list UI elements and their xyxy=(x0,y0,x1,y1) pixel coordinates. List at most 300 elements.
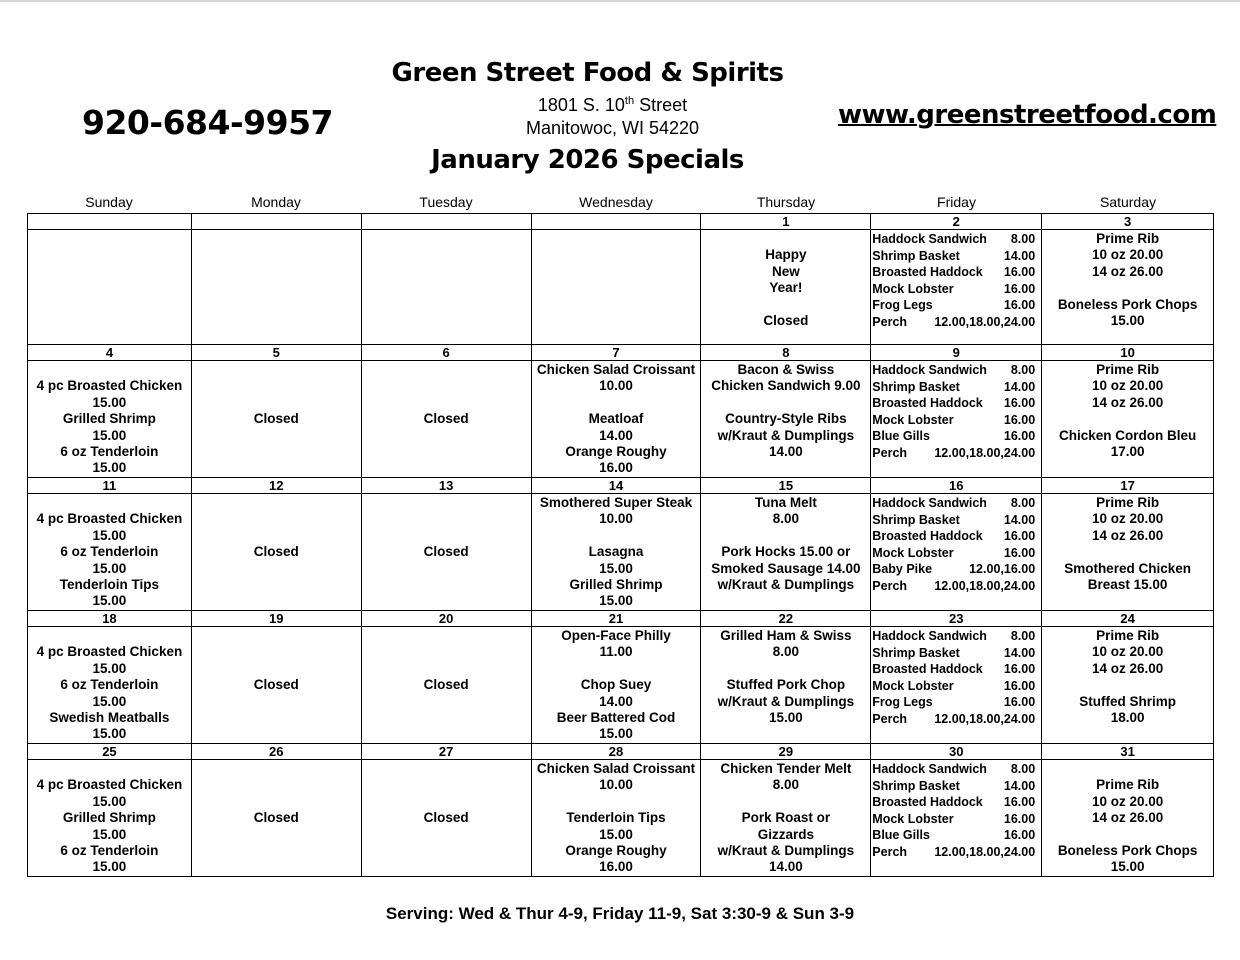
menu-item-name: Mock Lobster xyxy=(872,412,954,427)
date-number xyxy=(362,214,532,230)
day-cell xyxy=(28,494,192,611)
special-line: 14.00 xyxy=(768,444,803,460)
day-header-monday: Monday xyxy=(251,194,301,210)
date-number: 3 xyxy=(1042,214,1214,230)
specials-row xyxy=(28,627,1214,744)
special-line: Pork Roast or xyxy=(741,810,831,826)
menu-item-name: Frog Legs xyxy=(872,695,933,710)
date-number: 11 xyxy=(28,478,192,494)
fish-menu-item xyxy=(871,694,1041,711)
special-line xyxy=(1042,677,1213,693)
special-line: Smothered Super Steak xyxy=(539,495,693,510)
menu-item-name: Broasted Haddock xyxy=(872,529,983,544)
menu-item-price: 16.00 xyxy=(1003,281,1036,296)
special-line: 15.00 xyxy=(92,394,127,410)
special-line: Meatloaf xyxy=(588,411,644,427)
special-line xyxy=(701,231,870,247)
menu-item-name: Broasted Haddock xyxy=(872,662,983,677)
special-line: 4 pc Broasted Chicken xyxy=(36,511,183,527)
menu-item-name: Blue Gills xyxy=(872,828,930,843)
special-line: w/Kraut & Dumplings xyxy=(717,577,855,593)
menu-item-price: 12.00,18.00,24.00 xyxy=(934,445,1036,460)
date-number: 29 xyxy=(701,744,871,760)
menu-item-price: 12.00,18.00,24.00 xyxy=(934,711,1036,726)
date-number-row xyxy=(28,345,1214,361)
fish-menu-item xyxy=(871,794,1041,811)
date-number: 18 xyxy=(28,611,192,627)
fish-menu-item xyxy=(871,314,1041,331)
special-line: Grilled Ham & Swiss xyxy=(720,628,852,643)
menu-item-name: Blue Gills xyxy=(872,429,930,444)
special-line: 15.00 xyxy=(768,710,803,726)
fish-menu-item xyxy=(871,248,1041,265)
special-line: 15.00 xyxy=(1110,859,1145,875)
special-line xyxy=(701,395,870,411)
special-line: 15.00 xyxy=(92,460,127,476)
fish-menu-item xyxy=(871,395,1041,412)
closed-day-cell xyxy=(362,361,532,478)
special-line: Chop Suey xyxy=(580,677,652,693)
special-line: 15.00 xyxy=(92,427,127,443)
special-line: 15.00 xyxy=(92,726,127,742)
fish-menu-item xyxy=(871,561,1041,578)
special-line: w/Kraut & Dumplings xyxy=(717,693,855,709)
day-cell xyxy=(701,627,871,744)
special-line: 10 oz 20.00 xyxy=(1091,247,1164,263)
fish-menu-item xyxy=(871,528,1041,545)
address-street: 1801 S. 10th Street xyxy=(537,95,688,115)
menu-item-price: 12.00,18.00,24.00 xyxy=(934,314,1036,329)
special-line xyxy=(701,528,870,544)
day-cell xyxy=(532,760,702,877)
special-line xyxy=(28,495,191,511)
menu-item-price: 12.00,16.00 xyxy=(969,562,1036,577)
special-line: 15.00 xyxy=(92,560,127,576)
closed-label: Closed xyxy=(423,810,469,826)
fish-menu-item xyxy=(871,545,1041,562)
special-line: 15.00 xyxy=(1110,313,1145,329)
date-number: 28 xyxy=(532,744,702,760)
menu-item-price: 8.00 xyxy=(1010,363,1036,377)
special-line: Grilled Shrimp xyxy=(62,810,156,826)
menu-item-price: 16.00 xyxy=(1003,429,1036,444)
closed-day-cell xyxy=(192,760,362,877)
special-line: Open-Face Philly xyxy=(561,628,671,643)
day-header-sunday: Sunday xyxy=(85,194,133,210)
special-line xyxy=(28,628,191,644)
menu-item-name: Mock Lobster xyxy=(872,811,954,826)
special-line: 4 pc Broasted Chicken xyxy=(36,644,183,660)
special-line: 14 oz 26.00 xyxy=(1091,660,1164,676)
special-line: Tenderloin Tips xyxy=(566,810,666,826)
special-line: Stuffed Pork Chop xyxy=(726,677,846,693)
day-cell xyxy=(192,230,362,345)
menu-item-price: 16.00 xyxy=(1003,828,1036,843)
date-number: 16 xyxy=(871,478,1042,494)
special-line: 15.00 xyxy=(92,859,127,875)
special-line: 8.00 xyxy=(772,644,799,660)
day-header-saturday: Saturday xyxy=(1099,194,1157,210)
special-line: 10.00 xyxy=(599,378,633,394)
menu-item-price: 8.00 xyxy=(1010,629,1036,643)
special-line xyxy=(701,297,870,313)
date-number: 13 xyxy=(362,478,532,494)
special-line xyxy=(532,528,701,544)
date-number: 14 xyxy=(532,478,702,494)
date-number: 31 xyxy=(1042,744,1214,760)
special-line: 10 oz 20.00 xyxy=(1091,378,1164,394)
fish-menu-item xyxy=(871,827,1041,844)
day-header-friday: Friday xyxy=(937,194,976,210)
date-number: 6 xyxy=(362,345,532,361)
special-line: Happy xyxy=(765,247,807,263)
menu-item-name: Perch xyxy=(872,844,908,859)
menu-item-name: Perch xyxy=(872,314,908,329)
special-line xyxy=(28,761,191,777)
date-number: 5 xyxy=(192,345,362,361)
day-cell xyxy=(1042,494,1214,611)
menu-item-name: Perch xyxy=(872,711,908,726)
menu-item-price: 16.00 xyxy=(1003,298,1036,313)
closed-day-cell xyxy=(362,494,532,611)
menu-item-price: 12.00,18.00,24.00 xyxy=(934,844,1036,859)
day-cell xyxy=(28,361,192,478)
special-line: 14 oz 26.00 xyxy=(1091,810,1164,826)
special-line: 10 oz 20.00 xyxy=(1091,793,1164,809)
friday-fish-fry-cell xyxy=(871,230,1042,345)
day-cell xyxy=(1042,760,1214,877)
special-line: 4 pc Broasted Chicken xyxy=(36,378,183,394)
special-line: Beer Battered Cod xyxy=(556,710,676,726)
special-line: 15.00 xyxy=(92,693,127,709)
special-line: Country-Style Ribs xyxy=(725,411,847,427)
special-line: Pork Hocks 15.00 or xyxy=(721,544,851,560)
menu-item-price: 14.00 xyxy=(1003,248,1036,263)
fish-menu-item xyxy=(871,578,1041,595)
special-line: 10 oz 20.00 xyxy=(1091,644,1164,660)
special-line: Chicken Cordon Bleu xyxy=(1058,427,1197,443)
top-border-line xyxy=(0,0,1240,2)
day-header-thursday: Thursday xyxy=(756,194,816,210)
day-header-tuesday: Tuesday xyxy=(419,194,473,210)
friday-fish-fry-cell xyxy=(871,627,1042,744)
special-line: 6 oz Tenderloin xyxy=(60,544,159,560)
day-cell xyxy=(28,627,192,744)
special-line: 6 oz Tenderloin xyxy=(60,843,159,859)
menu-item-price: 16.00 xyxy=(1003,695,1036,710)
special-line: Prime Rib xyxy=(1096,362,1160,377)
menu-item-name: Haddock Sandwich xyxy=(872,363,987,377)
menu-item-price: 14.00 xyxy=(1003,379,1036,394)
special-line xyxy=(1042,280,1213,296)
fish-menu-item xyxy=(871,264,1041,281)
menu-item-name: Mock Lobster xyxy=(872,281,954,296)
menu-item-price: 14.00 xyxy=(1003,512,1036,527)
special-line: 10.00 xyxy=(599,777,633,793)
special-line: Prime Rib xyxy=(1096,495,1160,510)
address-city: Manitowoc, WI 54220 xyxy=(525,118,700,138)
date-number: 19 xyxy=(192,611,362,627)
special-line: 16.00 xyxy=(599,460,633,476)
friday-fish-fry-cell xyxy=(871,494,1042,611)
special-line: 18.00 xyxy=(1110,710,1145,726)
fish-menu-item xyxy=(871,512,1041,529)
special-line: Year! xyxy=(769,280,803,296)
date-number: 4 xyxy=(28,345,192,361)
menu-item-name: Haddock Sandwich xyxy=(872,762,987,776)
fish-menu-item xyxy=(871,761,1041,778)
day-cell xyxy=(1042,627,1214,744)
closed-day-cell xyxy=(192,627,362,744)
special-line xyxy=(1042,827,1213,843)
special-line: 6 oz Tenderloin xyxy=(60,677,159,693)
fish-menu-item xyxy=(871,379,1041,396)
special-line: 16.00 xyxy=(599,859,633,875)
special-line xyxy=(532,661,701,677)
fish-menu-item xyxy=(871,428,1041,445)
date-number: 2 xyxy=(871,214,1042,230)
special-line: Smothered Chicken xyxy=(1064,560,1191,576)
special-line: Lasagna xyxy=(588,544,644,560)
special-line: Orange Roughy xyxy=(565,444,667,460)
closed-label: Closed xyxy=(423,544,469,560)
specials-row xyxy=(28,230,1214,345)
day-cell xyxy=(532,361,702,478)
date-number: 27 xyxy=(362,744,532,760)
special-line: Boneless Pork Chops xyxy=(1057,843,1198,858)
special-line: 15.00 xyxy=(599,593,633,609)
special-line: Chicken Salad Croissant xyxy=(536,761,696,776)
special-line: Prime Rib xyxy=(1096,777,1160,793)
special-line: Chicken Salad Croissant xyxy=(536,362,696,377)
special-line: Closed xyxy=(763,313,809,328)
special-line: 14.00 xyxy=(768,859,803,875)
date-number: 23 xyxy=(871,611,1042,627)
menu-item-name: Broasted Haddock xyxy=(872,396,983,411)
day-cell xyxy=(532,627,702,744)
specials-row xyxy=(28,760,1214,877)
special-line xyxy=(1042,411,1213,427)
special-line xyxy=(1042,544,1213,560)
special-line: 15.00 xyxy=(92,660,127,676)
date-number: 24 xyxy=(1042,611,1214,627)
menu-item-name: Shrimp Basket xyxy=(872,379,960,394)
closed-label: Closed xyxy=(253,810,299,826)
closed-label: Closed xyxy=(253,544,299,560)
fish-menu-item xyxy=(871,778,1041,795)
menu-item-price: 16.00 xyxy=(1003,545,1036,560)
date-number: 17 xyxy=(1042,478,1214,494)
menu-item-price: 16.00 xyxy=(1003,396,1036,411)
day-cell xyxy=(701,760,871,877)
closed-label: Closed xyxy=(423,677,469,693)
menu-item-name: Broasted Haddock xyxy=(872,265,983,280)
date-number: 25 xyxy=(28,744,192,760)
specials-row xyxy=(28,494,1214,611)
closed-day-cell xyxy=(192,361,362,478)
date-number: 10 xyxy=(1042,345,1214,361)
fish-menu-item xyxy=(871,281,1041,298)
menu-item-price: 16.00 xyxy=(1003,795,1036,810)
special-line: Grilled Shrimp xyxy=(62,411,156,427)
special-line: 15.00 xyxy=(92,593,127,609)
menu-item-name: Perch xyxy=(872,578,908,593)
day-cell xyxy=(362,230,532,345)
special-line: Stuffed Shrimp xyxy=(1079,693,1176,709)
menu-item-name: Shrimp Basket xyxy=(872,645,960,660)
special-line: Boneless Pork Chops xyxy=(1057,296,1198,312)
day-cell xyxy=(532,230,702,345)
phone-number: 920-684-9957 xyxy=(82,103,334,142)
special-line xyxy=(532,395,701,411)
fish-menu-item xyxy=(871,362,1041,379)
special-line: w/Kraut & Dumplings xyxy=(717,427,855,443)
special-line: New xyxy=(771,263,800,279)
fish-menu-item xyxy=(871,297,1041,314)
date-number: 15 xyxy=(701,478,871,494)
closed-label: Closed xyxy=(423,411,469,427)
menu-item-name: Haddock Sandwich xyxy=(872,232,987,246)
menu-item-price: 8.00 xyxy=(1010,232,1036,246)
menu-item-name: Frog Legs xyxy=(872,298,933,313)
special-line: 15.00 xyxy=(599,560,633,576)
menu-item-name: Broasted Haddock xyxy=(872,795,983,810)
day-cell xyxy=(1042,230,1214,345)
fish-menu-item xyxy=(871,711,1041,728)
date-number xyxy=(192,214,362,230)
friday-fish-fry-cell xyxy=(871,361,1042,478)
special-line xyxy=(701,794,870,810)
closed-label: Closed xyxy=(253,677,299,693)
special-line: 10 oz 20.00 xyxy=(1091,511,1164,527)
special-line: Breast 15.00 xyxy=(1087,577,1168,593)
special-line: Prime Rib xyxy=(1096,628,1160,643)
special-line: 6 oz Tenderloin xyxy=(60,444,159,460)
date-number: 22 xyxy=(701,611,871,627)
special-line: Smoked Sausage 14.00 xyxy=(711,560,861,576)
specials-calendar xyxy=(27,194,1214,877)
day-cell xyxy=(28,230,192,345)
menu-item-name: Baby Pike xyxy=(872,562,933,577)
closed-day-cell xyxy=(362,760,532,877)
menu-item-price: 8.00 xyxy=(1010,496,1036,510)
day-cell xyxy=(701,230,871,345)
fish-menu-item xyxy=(871,231,1041,248)
special-line xyxy=(701,661,870,677)
special-line: 15.00 xyxy=(92,793,127,809)
closed-day-cell xyxy=(192,494,362,611)
fish-menu-item xyxy=(871,844,1041,861)
special-line: Swedish Meatballs xyxy=(49,710,170,726)
special-line: Tuna Melt xyxy=(754,495,817,510)
date-number xyxy=(532,214,702,230)
menu-item-price: 16.00 xyxy=(1003,412,1036,427)
day-cell xyxy=(28,760,192,877)
day-header-row xyxy=(27,194,1214,213)
special-line: 11.00 xyxy=(599,644,633,660)
special-line: 8.00 xyxy=(772,777,799,793)
menu-item-name: Mock Lobster xyxy=(872,545,954,560)
day-cell xyxy=(701,361,871,478)
date-number: 1 xyxy=(701,214,871,230)
day-cell xyxy=(1042,361,1214,478)
fish-menu-item xyxy=(871,628,1041,645)
date-number-row xyxy=(28,611,1214,627)
special-line: 14.00 xyxy=(599,427,633,443)
date-number: 9 xyxy=(871,345,1042,361)
date-number-row xyxy=(28,214,1214,230)
special-line: Bacon & Swiss xyxy=(737,362,835,377)
fish-menu-item xyxy=(871,661,1041,678)
special-line: Grilled Shrimp xyxy=(569,577,663,593)
special-line xyxy=(28,362,191,378)
menu-item-price: 14.00 xyxy=(1003,778,1036,793)
date-number: 8 xyxy=(701,345,871,361)
fish-menu-item xyxy=(871,445,1041,462)
serving-hours: Serving: Wed & Thur 4-9, Friday 11-9, Sat 3:30-9 & Sun 3-9 xyxy=(385,904,855,923)
menu-item-price: 14.00 xyxy=(1003,645,1036,660)
menu-item-price: 16.00 xyxy=(1003,811,1036,826)
special-line: w/Kraut & Dumplings xyxy=(717,843,855,859)
special-line: 14 oz 26.00 xyxy=(1091,527,1164,543)
day-cell xyxy=(532,494,702,611)
month-title: January 2026 Specials xyxy=(431,145,744,175)
special-line: 15.00 xyxy=(92,826,127,842)
menu-item-price: 16.00 xyxy=(1003,265,1036,280)
day-cell xyxy=(701,494,871,611)
fish-menu-item xyxy=(871,645,1041,662)
special-line: Orange Roughy xyxy=(565,843,667,859)
special-line: Tenderloin Tips xyxy=(59,577,160,593)
special-line: Chicken Tender Melt xyxy=(720,761,852,776)
specials-row xyxy=(28,361,1214,478)
special-line: 10.00 xyxy=(599,511,633,527)
menu-item-name: Shrimp Basket xyxy=(872,512,960,527)
date-number xyxy=(28,214,192,230)
special-line xyxy=(1042,761,1213,777)
date-number: 7 xyxy=(532,345,702,361)
special-line: 4 pc Broasted Chicken xyxy=(36,777,183,793)
date-number: 12 xyxy=(192,478,362,494)
menu-item-name: Mock Lobster xyxy=(872,678,954,693)
special-line: 15.00 xyxy=(92,527,127,543)
special-line: 8.00 xyxy=(772,511,799,527)
calendar-grid xyxy=(27,213,1214,877)
menu-item-price: 16.00 xyxy=(1003,662,1036,677)
menu-item-price: 12.00,18.00,24.00 xyxy=(934,578,1036,593)
menu-item-name: Perch xyxy=(872,445,908,460)
special-line: Prime Rib xyxy=(1096,231,1160,246)
date-number: 20 xyxy=(362,611,532,627)
special-line: 14 oz 26.00 xyxy=(1091,263,1164,279)
special-line: 14 oz 26.00 xyxy=(1091,394,1164,410)
menu-item-name: Haddock Sandwich xyxy=(872,496,987,510)
special-line: Gizzards xyxy=(757,826,814,842)
website-link[interactable]: www.greenstreetfood.com xyxy=(838,100,1217,130)
date-number: 26 xyxy=(192,744,362,760)
special-line xyxy=(532,794,701,810)
fish-menu-item xyxy=(871,412,1041,429)
fish-menu-item xyxy=(871,678,1041,695)
menu-item-name: Haddock Sandwich xyxy=(872,629,987,643)
menu-item-price: 16.00 xyxy=(1003,678,1036,693)
fish-menu-item xyxy=(871,495,1041,512)
fish-menu-item xyxy=(871,811,1041,828)
special-line: 15.00 xyxy=(599,826,633,842)
date-number-row xyxy=(28,744,1214,760)
special-line: Chicken Sandwich 9.00 xyxy=(711,378,861,394)
special-line: 17.00 xyxy=(1110,444,1145,460)
